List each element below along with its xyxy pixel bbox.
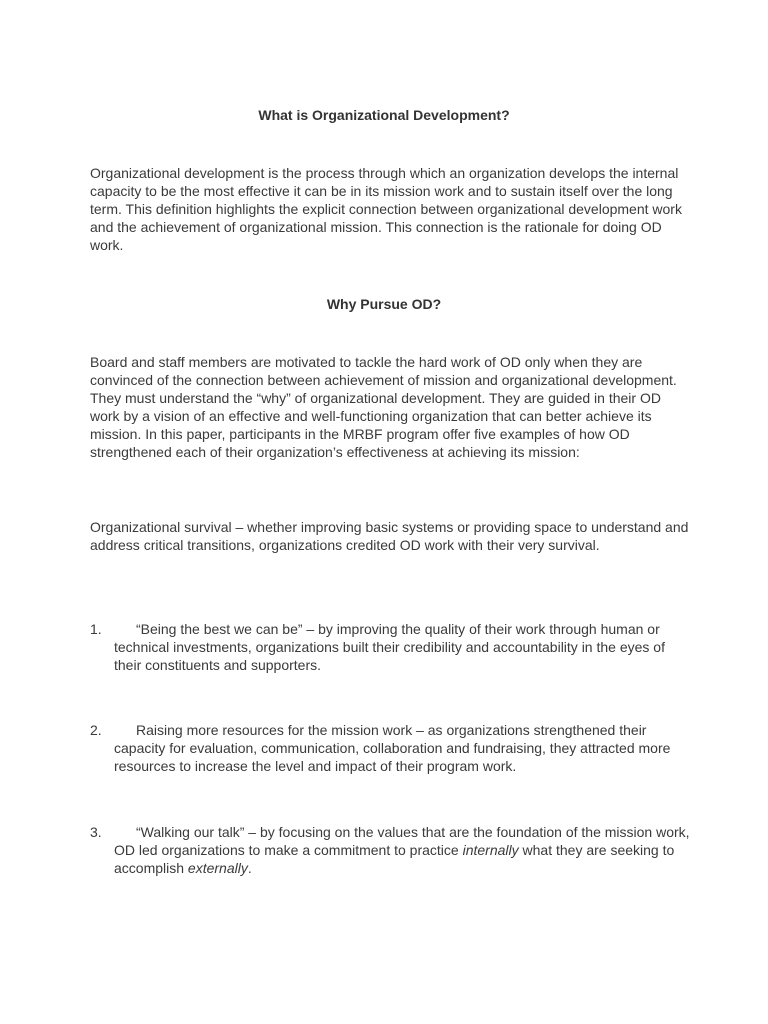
list-text-part: . — [247, 860, 252, 876]
emphasis-externally: externally — [187, 860, 248, 876]
list-item — [90, 823, 690, 877]
why-paragraph: Board and staff members are motivated to tackle the hard work of OD only when they are convinced of the connection between achievement of mission and organizational development. They must understand the “why” of organizational development. They are guided in their OD work by a vision of an effective and well-functioning organization that can better achieve its mission. In this paper, participants in the MRBF program offer five examples of how OD strengthened each of their organization’s effectiveness at achieving its mission: — [90, 354, 677, 460]
list-number: 2. — [90, 722, 102, 738]
list-number: 3. — [90, 824, 102, 840]
list-text: “Being the best we can be” – by improving the quality of their work through human or technical investments, organizations built their credibility and accountability in the eyes of their constituents and supporters. — [114, 621, 665, 673]
list-text: Raising more resources for the mission work – as organizations strengthened their capacity for evaluation, communication, collaboration and fundraising, they attracted more resources to increase the level and impact of their program work. — [114, 722, 671, 774]
intro-paragraph: Organizational development is the process through which an organization develops the internal capacity to be the most effective it can be in its mission work and to sustain itself over the long term. This definition highlights the explicit connection between organizational development work and the achievement of organizational mission. This connection is the rationale for doing OD work. — [90, 165, 682, 253]
list-text-part: “Walking our talk” – by focusing on the values that are the foundation of the mission work, OD led organizations to make a commitment to practice — [114, 824, 690, 858]
list-text-part: what they are seeking to accomplish — [114, 842, 675, 876]
page-title: What is Organizational Development? — [258, 107, 510, 123]
survival-paragraph: Organizational survival – whether improving basic systems or providing space to understand and address critical transitions, organizations credited OD work with their very survival. — [90, 519, 689, 553]
section-heading: Why Pursue OD? — [326, 296, 442, 312]
list-item — [90, 620, 690, 674]
list-item — [90, 721, 690, 775]
list-text — [114, 823, 690, 877]
emphasis-internally: internally — [462, 842, 519, 858]
list-number: 1. — [90, 621, 102, 637]
